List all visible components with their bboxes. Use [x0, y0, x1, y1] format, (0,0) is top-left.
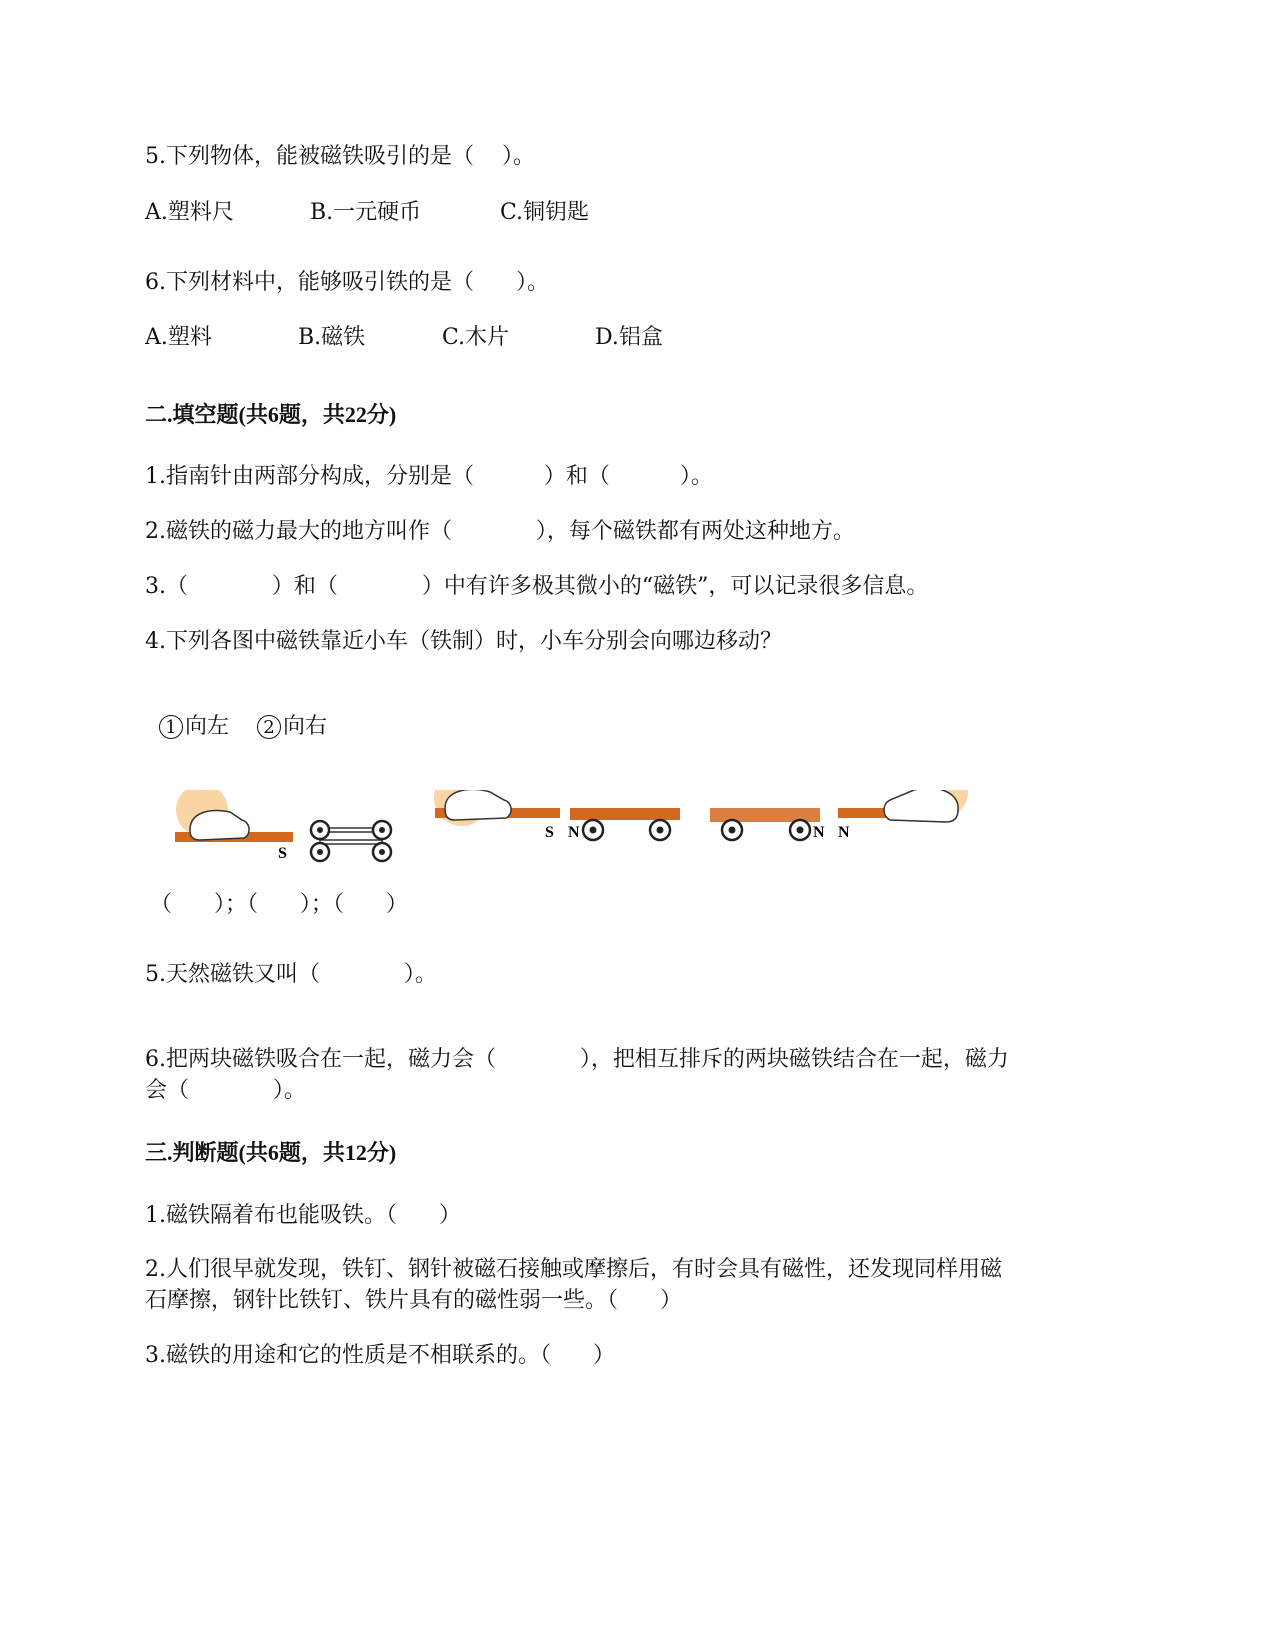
pole-label-s-2: S: [545, 824, 554, 841]
question-5-stem: 5.下列物体，能被磁铁吸引的是（ ）。: [145, 144, 535, 169]
fill-question-3: 3.（ ）和（ ）中有许多极其微小的“磁铁”，可以记录很多信息。: [145, 574, 929, 599]
circled-number-1: 1: [159, 715, 183, 739]
judge-question-1: 1.磁铁隔着布也能吸铁。（ ）: [145, 1203, 461, 1228]
section-3-heading: 三.判断题(共6题，共12分): [145, 1140, 397, 1165]
cart-1: [311, 821, 391, 861]
scene-1: [175, 790, 391, 862]
magnet-cart-figure: [170, 790, 970, 870]
fill-question-6-line-1: 6.把两块磁铁吸合在一起，磁力会（ ），把相互排斥的两块磁铁结合在一起，磁力: [145, 1047, 1009, 1072]
judge-question-3: 3.磁铁的用途和它的性质是不相联系的。（ ）: [145, 1343, 615, 1368]
judge-question-2-line-1: 2.人们很早就发现，铁钉、钢针被磁石接触或摩擦后，有时会具有磁性，还发现同样用磁: [145, 1257, 1002, 1282]
fill-question-4-stem: 4.下列各图中磁铁靠近小车（铁制）时，小车分别会向哪边移动？: [145, 629, 782, 654]
cart-2: [570, 808, 680, 840]
question-5-option-c: C.铜钥匙: [500, 200, 590, 225]
question-6-option-c: C.木片: [442, 325, 510, 350]
fill-question-4-choices: [145, 682, 327, 742]
fill-question-1: 1.指南针由两部分构成，分别是（ ）和（ ）。: [145, 464, 713, 489]
fill-question-5: 5.天然磁铁又叫（ ）。: [145, 962, 437, 987]
scene-2: [434, 790, 680, 841]
fill-question-2: 2.磁铁的磁力最大的地方叫作（ ），每个磁铁都有两处这种地方。: [145, 519, 855, 544]
question-6-option-b: B.磁铁: [298, 325, 366, 350]
question-6-stem: 6.下列材料中，能够吸引铁的是（ ）。: [145, 270, 549, 295]
pole-label-n-3a: N: [813, 824, 825, 841]
hand-icon-1: [190, 811, 249, 840]
cart-3: [710, 808, 820, 840]
question-5-option-b: B.一元硬币: [310, 200, 422, 225]
question-5-option-a: A.塑料尺: [145, 200, 234, 225]
choice-left-label: 向左: [185, 714, 230, 739]
pole-label-n-3b: N: [838, 824, 850, 841]
section-2-heading: 二.填空题(共6题，共22分): [145, 402, 397, 427]
fill-question-6-line-2: 会（ ）。: [145, 1078, 306, 1103]
hand-icon-2: [445, 790, 511, 820]
pole-label-n-2: N: [568, 824, 580, 841]
choice-right-label: 向右: [283, 714, 328, 739]
circled-number-2: 2: [257, 715, 281, 739]
pole-label-s-1: S: [278, 845, 287, 862]
scene-3: [710, 790, 968, 841]
judge-question-2-line-2: 石摩擦，钢针比铁钉、铁片具有的磁性弱一些。（ ）: [145, 1288, 682, 1313]
question-6-option-a: A.塑料: [145, 325, 212, 350]
question-6-option-d: D.铝盒: [595, 325, 663, 350]
fill-question-4-answer-blanks: （ ）；（ ）；（ ）: [150, 892, 408, 917]
hand-icon-3: [884, 790, 958, 822]
